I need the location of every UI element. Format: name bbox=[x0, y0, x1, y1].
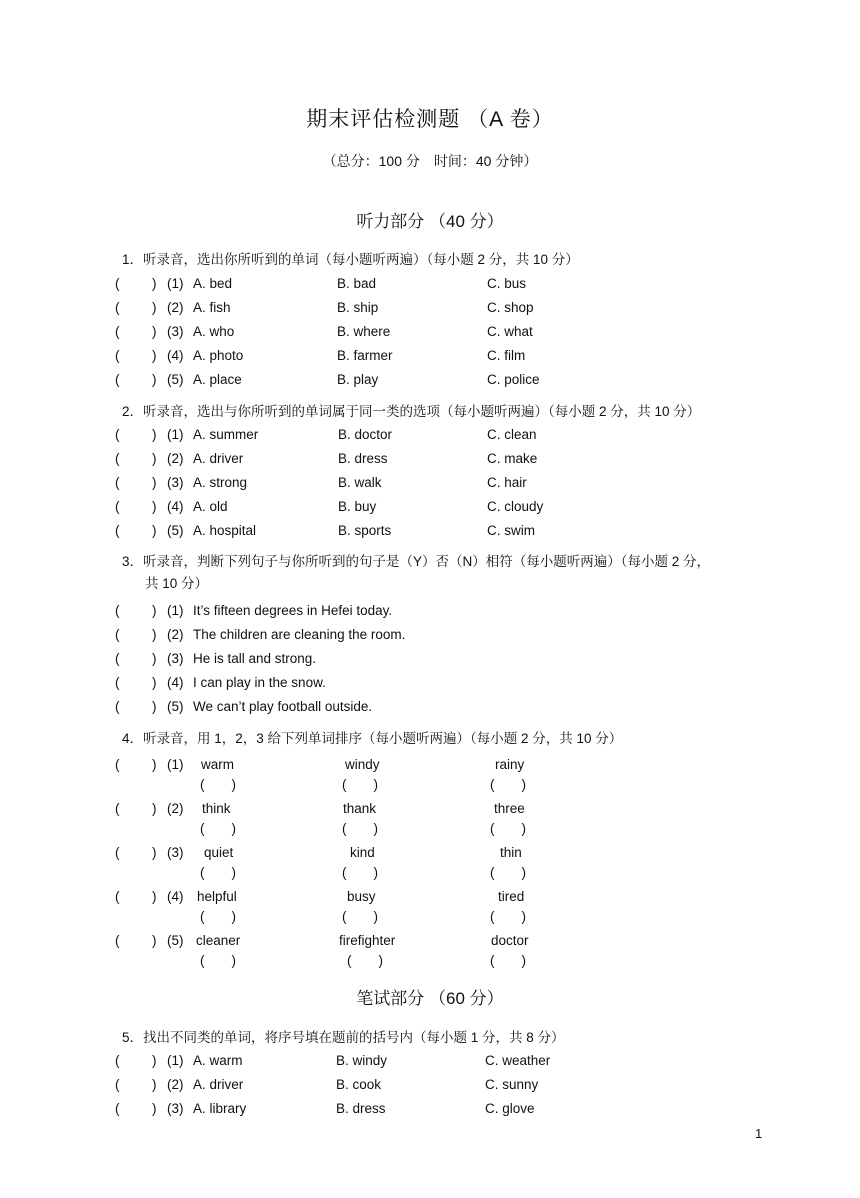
q5-item-3-option-b: B. dress bbox=[336, 1101, 386, 1116]
q4-item-2-word-a: think bbox=[202, 801, 231, 816]
q2-item-5-answer-paren-close: ) bbox=[152, 523, 157, 538]
q4-item-5-word-b: firefighter bbox=[339, 933, 396, 948]
q1-item-3-number: (3) bbox=[167, 324, 184, 339]
q4-item-2-order-blank-a: ( ) bbox=[200, 821, 236, 836]
q3-item-2-answer-paren-close: ) bbox=[152, 627, 157, 642]
q4-item-2-order-blank-b: ( ) bbox=[342, 821, 378, 836]
q5-item-1-answer-paren-open: ( bbox=[115, 1053, 120, 1068]
q1-item-2-number: (2) bbox=[167, 300, 184, 315]
q4-item-3-order-blank-b: ( ) bbox=[342, 865, 378, 880]
q2-item-1-option-b: B. doctor bbox=[338, 427, 393, 442]
q4-item-5-answer-paren-close: ) bbox=[152, 933, 157, 948]
q3-item-4-sentence: I can play in the snow. bbox=[193, 675, 326, 690]
q5-item-2-answer-paren-close: ) bbox=[152, 1077, 157, 1092]
q3-item-5-number: (5) bbox=[167, 699, 184, 714]
q5-item-1-option-a: A. warm bbox=[193, 1053, 243, 1068]
q4-item-3-word-b: kind bbox=[350, 845, 375, 860]
q4-item-3-answer-paren-open: ( bbox=[115, 845, 120, 860]
q2-item-5-answer-paren-open: ( bbox=[115, 523, 120, 538]
q4-item-2-word-b: thank bbox=[343, 801, 377, 816]
q4-item-1-number: (1) bbox=[167, 757, 184, 772]
q2-item-5-number: (5) bbox=[167, 523, 184, 538]
q2-item-3-option-c: C. hair bbox=[487, 475, 527, 490]
q1-item-4-number: (4) bbox=[167, 348, 184, 363]
q4-item-3-order-blank-c: ( ) bbox=[490, 865, 526, 880]
q4-item-4-answer-paren-open: ( bbox=[115, 889, 120, 904]
q4-item-1-order-blank-c: ( ) bbox=[490, 777, 526, 792]
q2-item-2-option-a: A. driver bbox=[193, 451, 244, 466]
q2-item-4-option-b: B. buy bbox=[338, 499, 377, 514]
q4-item-3-number: (3) bbox=[167, 845, 184, 860]
q4-item-5-order-blank-a: ( ) bbox=[200, 953, 236, 968]
q1-item-1-option-b: B. bad bbox=[337, 276, 377, 291]
q2-item-2-answer-paren-close: ) bbox=[152, 451, 157, 466]
q3-item-2-answer-paren-open: ( bbox=[115, 627, 120, 642]
q3-item-2-sentence: The children are cleaning the room. bbox=[193, 627, 406, 642]
q5-item-1-option-c: C. weather bbox=[485, 1053, 551, 1068]
q3-item-1-sentence: It’s fifteen degrees in Hefei today. bbox=[193, 603, 393, 618]
q2-item-2-answer-paren-open: ( bbox=[115, 451, 120, 466]
q2-item-4-answer-paren-open: ( bbox=[115, 499, 120, 514]
q3-item-5-sentence: We can’t play football outside. bbox=[193, 699, 373, 714]
q1-item-4-option-c: C. film bbox=[487, 348, 526, 363]
q2-item-3-answer-paren-open: ( bbox=[115, 475, 120, 490]
q4-item-5-answer-paren-open: ( bbox=[115, 933, 120, 948]
q5-item-3-number: (3) bbox=[167, 1101, 184, 1116]
q2-item-1-answer-paren-close: ) bbox=[152, 427, 157, 442]
q3-instruction-line2: 共 10 分） bbox=[145, 576, 209, 591]
q1-item-1-answer-paren-close: ) bbox=[152, 276, 157, 291]
q1-item-5-answer-paren-close: ) bbox=[152, 372, 157, 387]
q1-item-1-number: (1) bbox=[167, 276, 184, 291]
q2-item-4-option-a: A. old bbox=[193, 499, 228, 514]
q3-item-2-number: (2) bbox=[167, 627, 184, 642]
q4-item-5-order-blank-b: ( ) bbox=[347, 953, 383, 968]
q2-item-4-answer-paren-close: ) bbox=[152, 499, 157, 514]
q4-item-1-order-blank-a: ( ) bbox=[200, 777, 236, 792]
q5-item-3-answer-paren-close: ) bbox=[152, 1101, 157, 1116]
q2-item-3-option-a: A. strong bbox=[193, 475, 248, 490]
q5-item-1-option-b: B. windy bbox=[336, 1053, 388, 1068]
q1-item-4-answer-paren-open: ( bbox=[115, 348, 120, 363]
q4-item-4-word-a: helpful bbox=[197, 889, 237, 904]
q4-item-4-answer-paren-close: ) bbox=[152, 889, 157, 904]
writing-heading: 笔试部分 （60 分） bbox=[356, 989, 504, 1008]
q1-item-1-option-c: C. bus bbox=[487, 276, 527, 291]
q4-item-4-order-blank-c: ( ) bbox=[490, 909, 526, 924]
q5-item-3-option-c: C. glove bbox=[485, 1101, 535, 1116]
q4-item-5-word-a: cleaner bbox=[196, 933, 241, 948]
q5-instruction: 5．找出不同类的单词，将序号填在题前的括号内（每小题 1 分，共 8 分） bbox=[122, 1030, 565, 1045]
q5-item-3-option-a: A. library bbox=[193, 1101, 247, 1116]
q4-item-2-answer-paren-close: ) bbox=[152, 801, 157, 816]
q2-item-5-option-b: B. sports bbox=[338, 523, 392, 538]
q4-item-2-answer-paren-open: ( bbox=[115, 801, 120, 816]
q4-item-1-word-c: rainy bbox=[495, 757, 525, 772]
q5-item-2-option-c: C. sunny bbox=[485, 1077, 539, 1092]
q1-item-5-answer-paren-open: ( bbox=[115, 372, 120, 387]
q5-item-3-answer-paren-open: ( bbox=[115, 1101, 120, 1116]
q2-item-4-option-c: C. cloudy bbox=[487, 499, 544, 514]
q1-item-4-option-a: A. photo bbox=[193, 348, 244, 363]
q1-item-1-option-a: A. bed bbox=[193, 276, 233, 291]
q1-item-3-answer-paren-close: ) bbox=[152, 324, 157, 339]
q4-item-5-number: (5) bbox=[167, 933, 184, 948]
q4-item-1-word-b: windy bbox=[345, 757, 380, 772]
q5-item-2-option-a: A. driver bbox=[193, 1077, 244, 1092]
q2-item-4-number: (4) bbox=[167, 499, 184, 514]
q5-item-1-answer-paren-close: ) bbox=[152, 1053, 157, 1068]
q3-item-4-answer-paren-open: ( bbox=[115, 675, 120, 690]
q4-item-5-order-blank-c: ( ) bbox=[490, 953, 526, 968]
q5-item-2-answer-paren-open: ( bbox=[115, 1077, 120, 1092]
listening-heading: 听力部分 （40 分） bbox=[356, 212, 504, 231]
q4-item-1-answer-paren-close: ) bbox=[152, 757, 157, 772]
q3-item-1-answer-paren-close: ) bbox=[152, 603, 157, 618]
q2-item-5-option-c: C. swim bbox=[487, 523, 535, 538]
q4-item-2-word-c: three bbox=[494, 801, 525, 816]
q4-item-4-order-blank-a: ( ) bbox=[200, 909, 236, 924]
q1-item-5-option-c: C. police bbox=[487, 372, 540, 387]
q4-item-3-word-a: quiet bbox=[204, 845, 234, 860]
q2-item-1-option-a: A. summer bbox=[193, 427, 259, 442]
q1-item-5-option-a: A. place bbox=[193, 372, 242, 387]
q2-instruction: 2．听录音，选出与你所听到的单词属于同一类的选项（每小题听两遍）（每小题 2 分，共 10 分） bbox=[122, 404, 701, 419]
q4-item-3-answer-paren-close: ) bbox=[152, 845, 157, 860]
page-subtitle: （总分：100 分 时间：40 分钟） bbox=[322, 153, 538, 169]
q3-instruction-line1: 3．听录音，判断下列句子与你所听到的句子是（Y）否（N）相符（每小题听两遍）（每小题 2 分， bbox=[122, 554, 711, 569]
q2-item-2-option-b: B. dress bbox=[338, 451, 388, 466]
q4-item-1-word-a: warm bbox=[201, 757, 234, 772]
q4-item-5-word-c: doctor bbox=[491, 933, 529, 948]
q1-item-3-option-c: C. what bbox=[487, 324, 533, 339]
q3-item-4-answer-paren-close: ) bbox=[152, 675, 157, 690]
q4-item-2-order-blank-c: ( ) bbox=[490, 821, 526, 836]
q2-item-5-option-a: A. hospital bbox=[193, 523, 257, 538]
q1-item-2-answer-paren-close: ) bbox=[152, 300, 157, 315]
q4-item-3-word-c: thin bbox=[500, 845, 522, 860]
q5-item-1-number: (1) bbox=[167, 1053, 184, 1068]
q4-item-4-word-c: tired bbox=[498, 889, 525, 904]
q1-item-5-option-b: B. play bbox=[337, 372, 379, 387]
page-number: 1 bbox=[755, 1126, 763, 1141]
q1-item-5-number: (5) bbox=[167, 372, 184, 387]
q3-item-1-number: (1) bbox=[167, 603, 184, 618]
q4-item-3-order-blank-a: ( ) bbox=[200, 865, 236, 880]
q3-item-5-answer-paren-close: ) bbox=[152, 699, 157, 714]
q5-item-2-number: (2) bbox=[167, 1077, 184, 1092]
q2-item-2-number: (2) bbox=[167, 451, 184, 466]
q1-item-2-option-a: A. fish bbox=[193, 300, 231, 315]
q1-item-3-answer-paren-open: ( bbox=[115, 324, 120, 339]
q3-item-3-answer-paren-close: ) bbox=[152, 651, 157, 666]
q3-item-1-answer-paren-open: ( bbox=[115, 603, 120, 618]
q4-item-4-word-b: busy bbox=[347, 889, 376, 904]
q3-item-3-sentence: He is tall and strong. bbox=[193, 651, 317, 666]
q2-item-2-option-c: C. make bbox=[487, 451, 538, 466]
q2-item-1-option-c: C. clean bbox=[487, 427, 537, 442]
q3-item-5-answer-paren-open: ( bbox=[115, 699, 120, 714]
q1-instruction: 1．听录音，选出你所听到的单词（每小题听两遍）（每小题 2 分，共 10 分） bbox=[122, 252, 579, 267]
q1-item-1-answer-paren-open: ( bbox=[115, 276, 120, 291]
page-title: 期末评估检测题 （A 卷） bbox=[306, 108, 554, 131]
q3-item-4-number: (4) bbox=[167, 675, 184, 690]
q2-item-1-number: (1) bbox=[167, 427, 184, 442]
q4-item-1-order-blank-b: ( ) bbox=[342, 777, 378, 792]
q1-item-4-answer-paren-close: ) bbox=[152, 348, 157, 363]
q1-item-2-option-b: B. ship bbox=[337, 300, 379, 315]
q2-item-3-number: (3) bbox=[167, 475, 184, 490]
q1-item-4-option-b: B. farmer bbox=[337, 348, 393, 363]
q1-item-3-option-b: B. where bbox=[337, 324, 391, 339]
q1-item-3-option-a: A. who bbox=[193, 324, 235, 339]
q4-item-2-number: (2) bbox=[167, 801, 184, 816]
q2-item-1-answer-paren-open: ( bbox=[115, 427, 120, 442]
q3-item-3-number: (3) bbox=[167, 651, 184, 666]
q2-item-3-option-b: B. walk bbox=[338, 475, 382, 490]
q1-item-2-option-c: C. shop bbox=[487, 300, 534, 315]
q4-item-1-answer-paren-open: ( bbox=[115, 757, 120, 772]
q5-item-2-option-b: B. cook bbox=[336, 1077, 382, 1092]
q3-item-3-answer-paren-open: ( bbox=[115, 651, 120, 666]
q4-instruction: 4．听录音，用 1，2，3 给下列单词排序（每小题听两遍）（每小题 2 分，共 10 分） bbox=[122, 731, 623, 746]
q4-item-4-number: (4) bbox=[167, 889, 184, 904]
q1-item-2-answer-paren-open: ( bbox=[115, 300, 120, 315]
q4-item-4-order-blank-b: ( ) bbox=[342, 909, 378, 924]
q2-item-3-answer-paren-close: ) bbox=[152, 475, 157, 490]
